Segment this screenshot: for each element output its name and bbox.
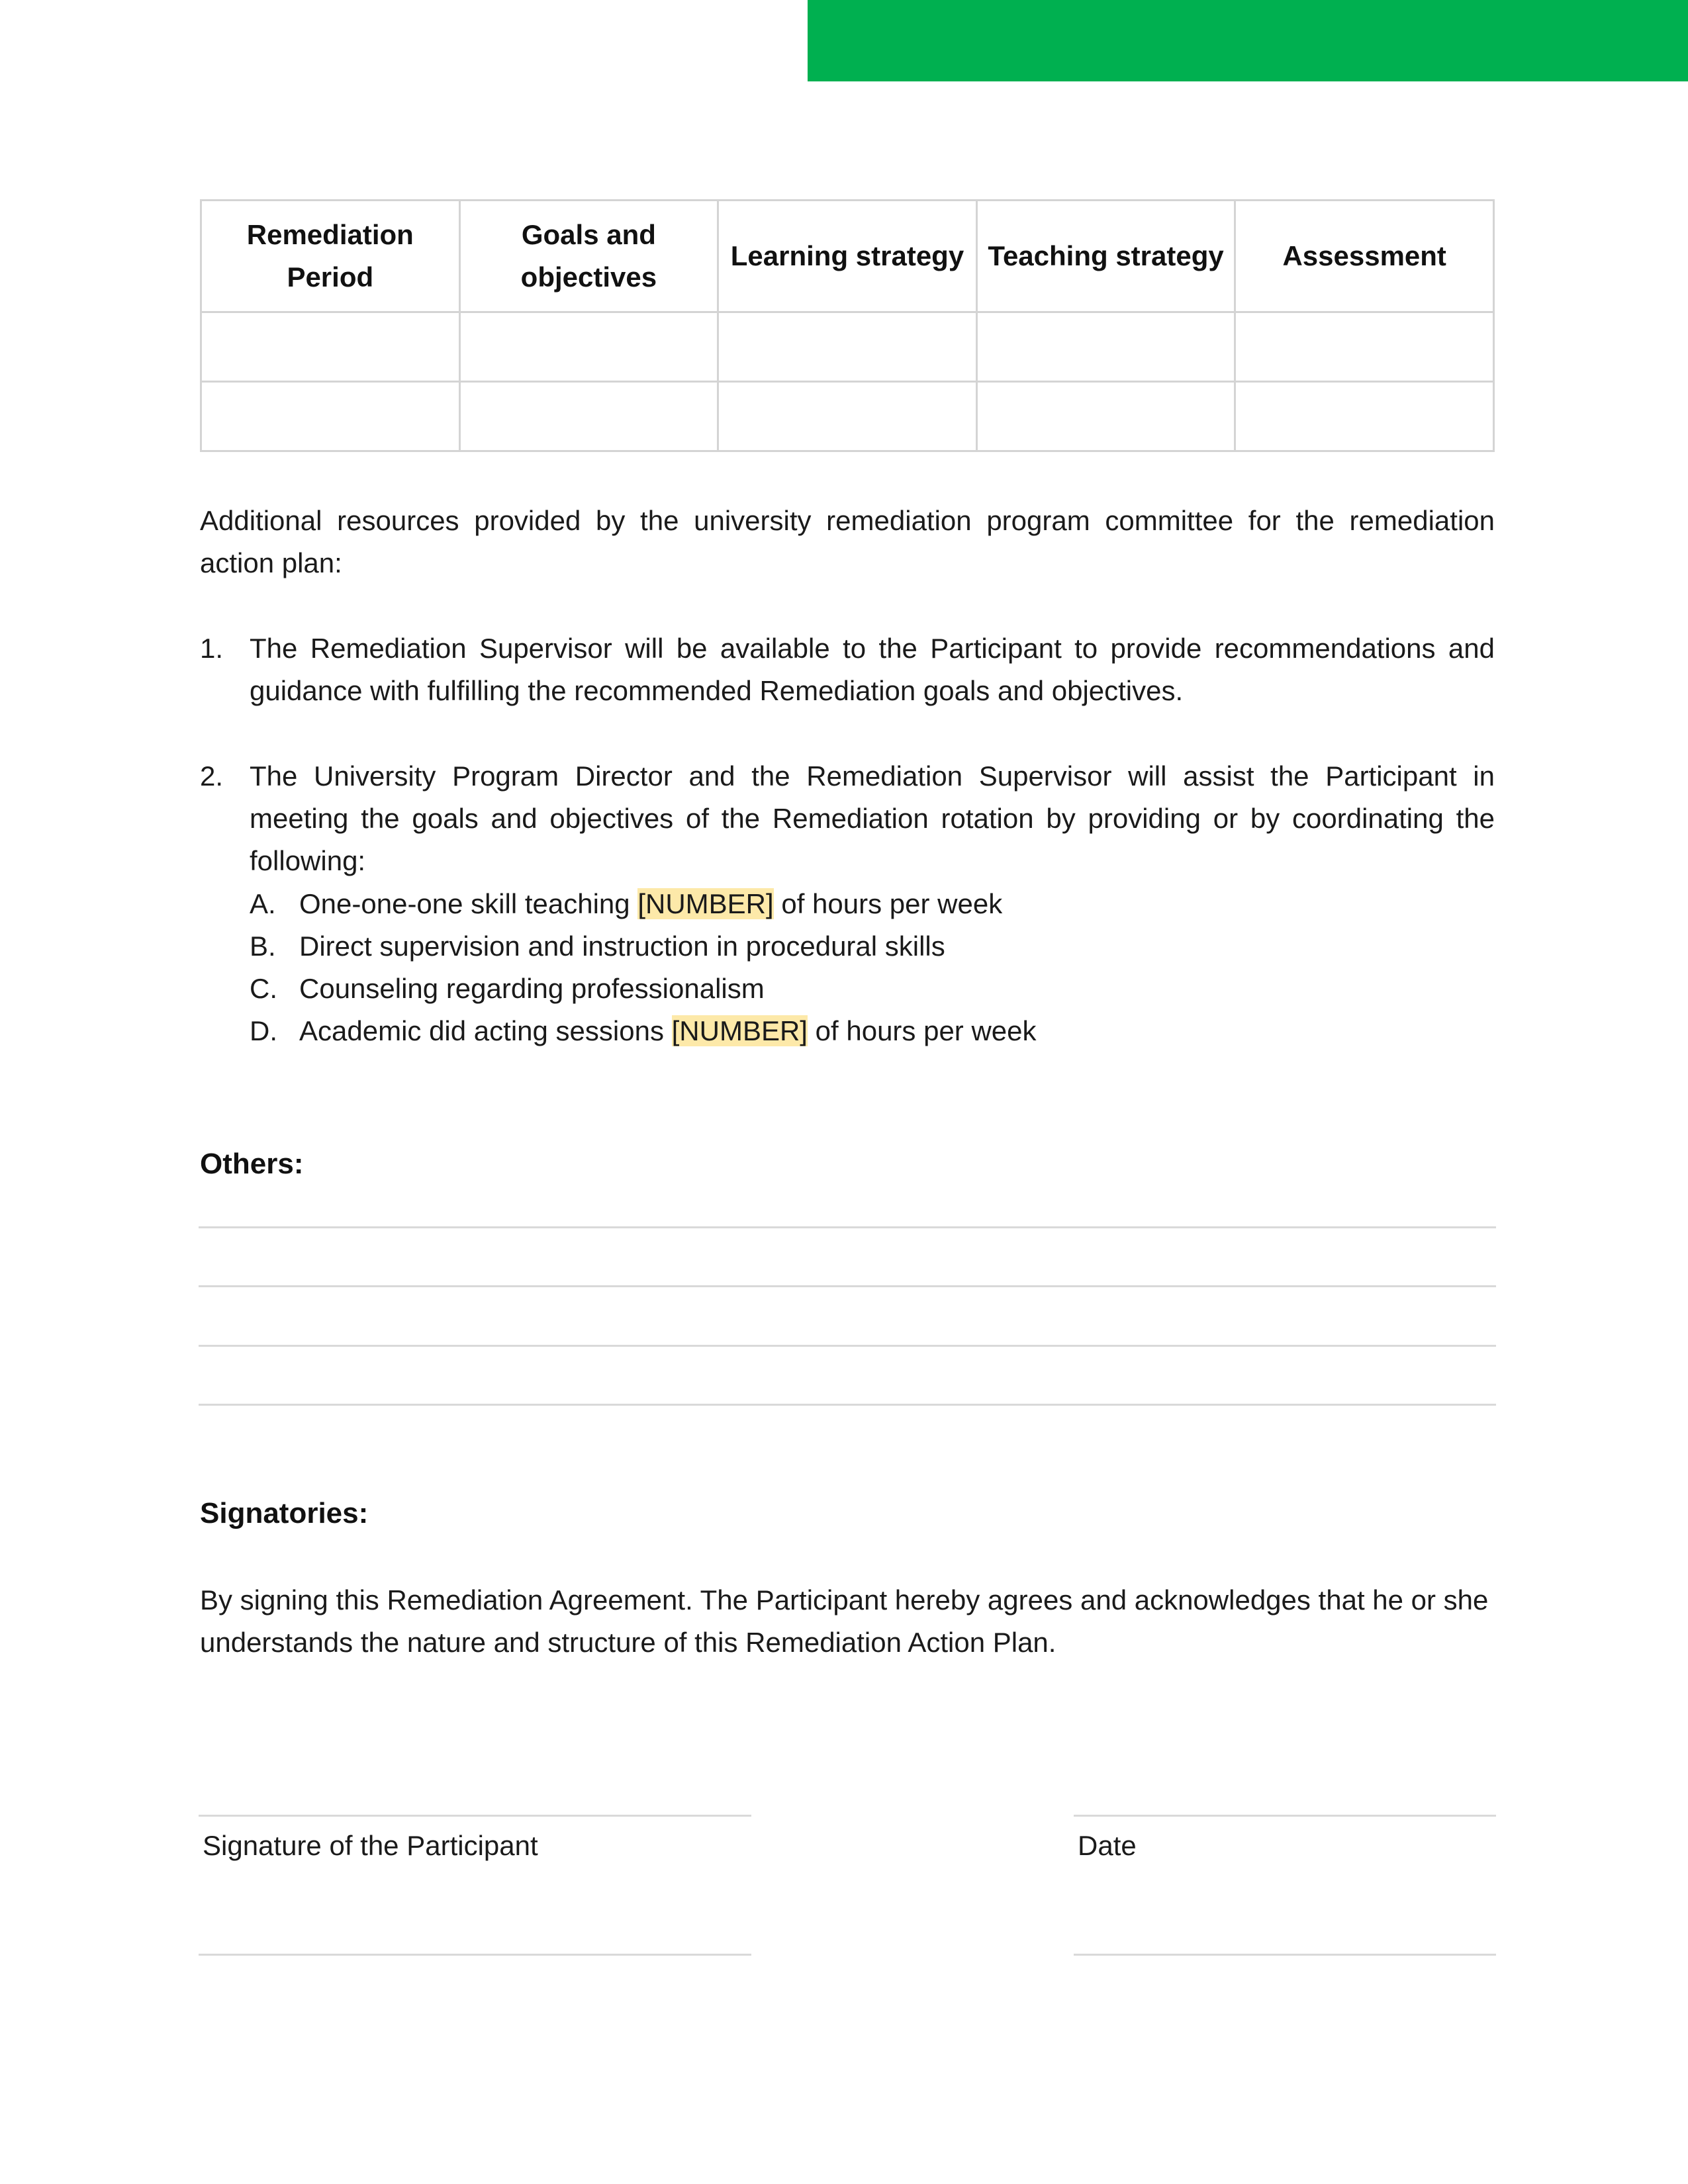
date-line[interactable] xyxy=(1074,1815,1496,1817)
others-heading: Others: xyxy=(200,1148,304,1180)
sub-list-item-text: Academic did acting sessions [NUMBER] of hours per week xyxy=(299,1015,1037,1046)
sub-list-item-d xyxy=(250,1010,1243,1052)
header-remediation-period: Remediation Period xyxy=(201,201,460,312)
second-date-line[interactable] xyxy=(1074,1954,1496,1956)
number-placeholder-field[interactable]: [NUMBER] xyxy=(671,1015,808,1046)
resource-item-2 xyxy=(200,755,1495,882)
second-signature-line[interactable] xyxy=(199,1954,751,1956)
header-teaching-strategy: Teaching strategy xyxy=(976,201,1235,312)
header-goals-objectives: Goals and objectives xyxy=(459,201,718,312)
table-cell[interactable] xyxy=(1235,382,1494,451)
others-line-2[interactable] xyxy=(199,1285,1496,1287)
table-cell[interactable] xyxy=(718,312,977,382)
table-row xyxy=(201,312,1494,382)
number-placeholder-field[interactable]: [NUMBER] xyxy=(637,888,774,919)
date-label: Date xyxy=(1078,1830,1137,1861)
table-row xyxy=(201,382,1494,451)
sub-list-letter: D. xyxy=(250,1015,277,1046)
sub-list-item-c xyxy=(250,968,1243,1010)
table-cell[interactable] xyxy=(976,382,1235,451)
others-line-4[interactable] xyxy=(199,1404,1496,1406)
header-assessment: Assessment xyxy=(1235,201,1494,312)
sub-list-item-text: Direct supervision and instruction in procedural skills xyxy=(299,931,945,962)
list-number: 1. xyxy=(200,633,224,664)
resources-intro: Additional resources provided by the university remediation program committee for the remediation action plan: xyxy=(200,505,1495,578)
list-item-text: The University Program Director and the Remediation Supervisor will assist the Participant in meeting the goals and objectives of the Remediation rotation by providing or by coordinating the following: xyxy=(250,760,1495,876)
sub-list-letter: B. xyxy=(250,931,276,962)
header-accent-bar xyxy=(808,0,1688,81)
sub-list-item-text: Counseling regarding professionalism xyxy=(299,973,765,1004)
participant-signature-line[interactable] xyxy=(199,1815,751,1817)
table-cell[interactable] xyxy=(1235,312,1494,382)
table-cell[interactable] xyxy=(201,312,460,382)
table-cell[interactable] xyxy=(718,382,977,451)
sub-list-item-b xyxy=(250,925,1243,968)
sub-list-letter: A. xyxy=(250,888,276,919)
header-learning-strategy: Learning strategy xyxy=(718,201,977,312)
remediation-plan-table xyxy=(200,199,1495,452)
participant-signature-label: Signature of the Participant xyxy=(203,1830,538,1861)
others-line-1[interactable] xyxy=(199,1226,1496,1228)
table-cell[interactable] xyxy=(976,312,1235,382)
others-line-3[interactable] xyxy=(199,1345,1496,1347)
table-cell[interactable] xyxy=(201,382,460,451)
list-number: 2. xyxy=(200,760,224,792)
sub-list-item-text: One-one-one skill teaching [NUMBER] of hours per week xyxy=(299,888,1003,919)
table-cell[interactable] xyxy=(459,312,718,382)
signatories-statement: By signing this Remediation Agreement. The Participant hereby agrees and acknowledges that he or she understands the nature and structure of this Remediation Action Plan. xyxy=(200,1584,1489,1658)
sub-list-item-a xyxy=(250,883,1243,925)
sub-list-letter: C. xyxy=(250,973,277,1004)
table-header-row xyxy=(201,201,1494,312)
resource-item-1 xyxy=(200,627,1495,712)
list-item-text: The Remediation Supervisor will be available to the Participant to provide recommendations and guidance with fulfilling the recommended Remediation goals and objectives. xyxy=(250,633,1495,706)
coordination-sub-list xyxy=(250,883,1243,1052)
table-cell[interactable] xyxy=(459,382,718,451)
signatories-heading: Signatories: xyxy=(200,1497,369,1529)
